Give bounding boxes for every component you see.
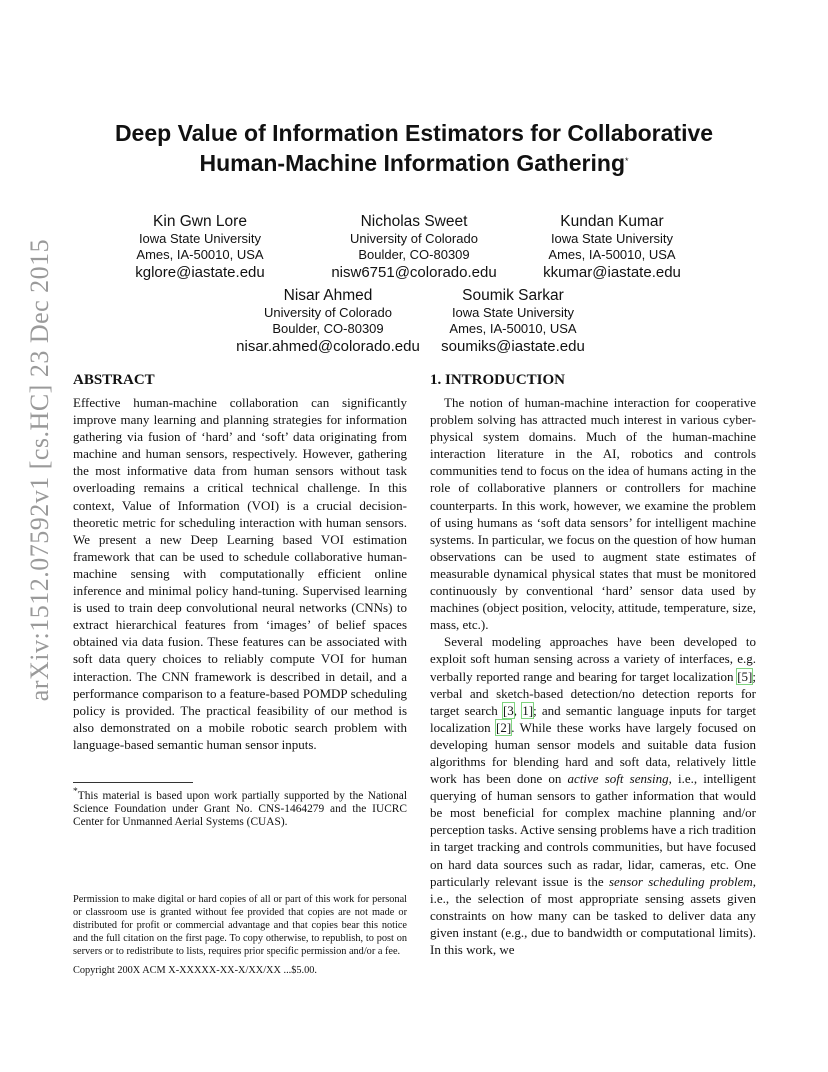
author-name: Soumik Sarkar bbox=[462, 287, 564, 304]
intro-text: , bbox=[513, 702, 523, 718]
author-email: soumiks@iastate.edu bbox=[441, 338, 585, 355]
footnote-text: This material is based upon work partially supported by the National Science Foundation under Grant No. CNS-1464279 and the IUCRC Center for Unmanned Aerial Systems (CUAS). bbox=[73, 789, 407, 828]
author-email: nisw6751@colorado.edu bbox=[331, 264, 497, 281]
introduction-body bbox=[430, 394, 756, 958]
author-affiliation: University of Colorado bbox=[350, 231, 478, 246]
intro-paragraph-2 bbox=[430, 633, 756, 958]
author-name: Kin Gwn Lore bbox=[153, 213, 247, 230]
intro-emphasis: active soft sensing bbox=[567, 771, 669, 787]
footnote-rule bbox=[73, 782, 193, 783]
intro-paragraph-1: The notion of human-machine interaction for cooperative problem solving has attracted much interest in various cyber-physical system domains. Much of the human-machine interaction literature in the AI, robotics and controls communities tend to focus on the idea of humans acting in the role of collaborative planners or controllers for machine counterparts. In this work, however, we examine the problem of using humans as ‘soft data sensors’ for intelligent machine systems. In particular, we focus on the question of how human observations can be used to augment state estimates of measurable dynamical physical states that must be monitored continuously by conventional ‘hard’ sensor data used by machines (object position, velocity, attitude, temperature, size, mass, etc.). bbox=[430, 395, 756, 633]
citation-link[interactable]: [5] bbox=[737, 668, 753, 684]
author-email: kkumar@iastate.edu bbox=[543, 264, 681, 281]
author-name: Kundan Kumar bbox=[560, 213, 664, 230]
citation-link[interactable]: [2] bbox=[496, 719, 512, 735]
copyright-notice: Copyright 200X ACM X-XXXXX-XX-X/XX/XX ...$5.00. bbox=[73, 965, 317, 976]
author-block-4 bbox=[213, 286, 443, 356]
introduction-heading: 1. INTRODUCTION bbox=[430, 372, 566, 388]
title-footnote-mark: * bbox=[625, 156, 629, 166]
intro-text: ; verbal and sketch-based detection/no detection reports for target search bbox=[430, 668, 756, 718]
footnote-mark: * bbox=[73, 787, 78, 797]
intro-text: Several modeling approaches have been developed to exploit soft human sensing across a variety of interfaces, e.g. verbally reported range and bearing for target localization bbox=[430, 634, 756, 684]
author-affiliation: Iowa State University bbox=[451, 305, 575, 320]
arxiv-identifier: arXiv:1512.07592v1 [cs.HC] 23 Dec 2015 bbox=[25, 238, 54, 702]
title-line-1: Deep Value of Information Estimators for Collaborative bbox=[114, 120, 714, 146]
author-address: Ames, IA-50010, USA bbox=[449, 321, 577, 336]
citation-link[interactable]: 1] bbox=[522, 702, 534, 718]
permission-notice: Permission to make digital or hard copies of all or part of this work for personal or classroom use is granted without fee provided that copies are not made or distributed for profit or commercial advantage and that copies bear this notice and the full citation on the first page. To copy otherwise, to republish, to post on servers or to redistribute to lists, requires prior specific permission and/or a fee. bbox=[73, 894, 407, 957]
author-affiliation: Iowa State University bbox=[550, 231, 674, 246]
abstract-heading: ABSTRACT bbox=[73, 372, 155, 388]
intro-text: , i.e., intelligent querying of human sensors to gather information that would be most beneficial for complex machine planning and/or perception tasks. Active sensing problems have a rich tradition in target tracking and controls communities, but have focused on hard data sources such as radar, lidar, cameras, etc. One particularly relevant issue is the bbox=[430, 771, 757, 889]
author-block-3 bbox=[527, 212, 697, 282]
author-name: Nisar Ahmed bbox=[283, 287, 373, 304]
author-block-2 bbox=[314, 212, 514, 282]
author-name: Nicholas Sweet bbox=[360, 213, 468, 230]
author-block-1 bbox=[120, 212, 280, 282]
intro-emphasis: sensor scheduling problem bbox=[608, 873, 753, 889]
author-address: Boulder, CO-80309 bbox=[272, 321, 384, 336]
author-address: Ames, IA-50010, USA bbox=[548, 247, 676, 262]
intro-text: . While these works have largely focused on developing human sensor models and suitable data fusion algorithms for blending hard and soft data, relatively little work has been done on bbox=[430, 719, 757, 787]
intro-text: , i.e., the selection of most appropriate sensing assets given constraints on how many can be tasked to deliver data any given instant (e.g., due to bandwidth or computational limits). In this work, we bbox=[430, 873, 756, 957]
author-email: nisar.ahmed@colorado.edu bbox=[236, 338, 420, 355]
author-block-5 bbox=[428, 286, 598, 356]
author-affiliation: University of Colorado bbox=[264, 305, 392, 320]
author-affiliation: Iowa State University bbox=[138, 231, 262, 246]
intro-text: ; and semantic language inputs for target localization bbox=[430, 702, 756, 735]
footnote bbox=[73, 786, 407, 829]
author-address: Boulder, CO-80309 bbox=[358, 247, 470, 262]
abstract-body bbox=[73, 394, 407, 753]
abstract-text: Effective human-machine collaboration can significantly improve many learning and planning strategies for information gathering via fusion of ‘hard’ and ‘soft’ data originating from machine and human sensors, respectively. However, gathering the most informative data from human sensors without task overloading remains a critical technical challenge. In this context, Value of Information (VOI) is a crucial decision-theoretic metric for scheduling interaction with human sensors. We present a new Deep Learning based VOI estimation framework that can be used to schedule collaborative human-machine sensing with computationally efficient online inference and minimal policy hand-tuning. Supervised learning is used to train deep convolutional neural networks (CNNs) to extract hierarchical features from ‘images’ of belief spaces obtained via data fusion. These features can be associated with soft data query choices to reliably compute VOI for human interaction. The CNN framework is described in detail, and a performance comparison to a feature-based POMDP scheduling policy is provided. The practical feasibility of our method is also demonstrated on a mobile robotic search problem with language-based semantic human sensor inputs. bbox=[73, 395, 407, 752]
title-line-2: Human-Machine Information Gathering bbox=[199, 150, 625, 176]
citation-link[interactable]: [3 bbox=[502, 702, 514, 718]
paper-title bbox=[75, 118, 753, 178]
author-address: Ames, IA-50010, USA bbox=[136, 247, 264, 262]
author-email: kglore@iastate.edu bbox=[135, 264, 265, 281]
